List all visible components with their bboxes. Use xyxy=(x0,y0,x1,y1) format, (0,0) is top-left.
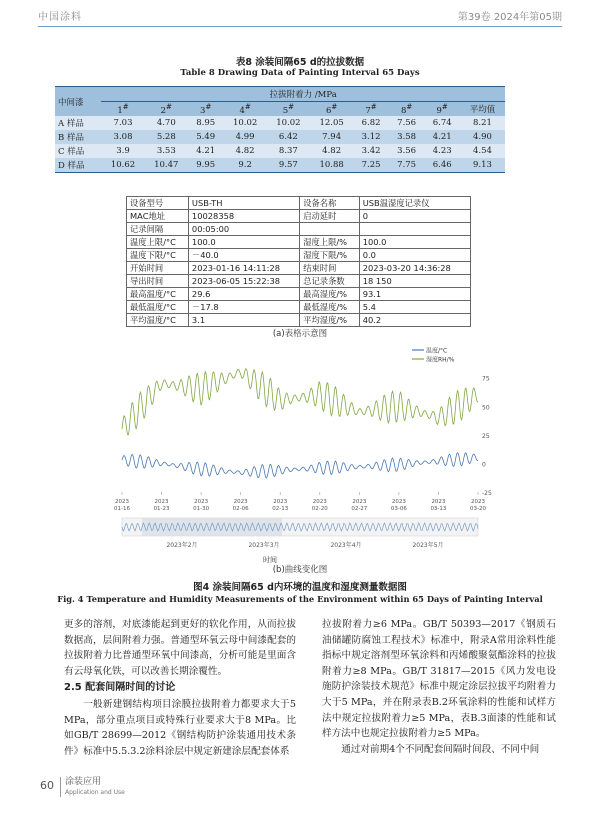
table8-cell: 7.94 xyxy=(322,132,342,142)
device-info-table xyxy=(126,196,471,327)
device-field-value: 29.6 xyxy=(188,288,299,301)
table-row xyxy=(127,223,471,236)
table8-cell: 4.21 xyxy=(432,132,452,142)
x-tick-date: 01-23 xyxy=(153,506,170,512)
device-field-label: 最低湿度/% xyxy=(300,301,360,314)
table-row xyxy=(127,197,471,210)
table8-cell: 7.25 xyxy=(361,160,381,170)
device-field-value: 3.1 xyxy=(188,314,299,327)
table8-cell: 8.95 xyxy=(196,118,216,128)
table8-row-label: A 样品 xyxy=(58,119,84,129)
subfigure-b-caption: (b)曲线变化图 xyxy=(272,565,328,575)
device-field-value xyxy=(359,223,470,236)
y-tick-label: 0 xyxy=(482,461,486,469)
device-field-label: 导出时间 xyxy=(127,275,189,288)
y-tick-label: 25 xyxy=(482,432,490,440)
table8-col-6: 7# xyxy=(365,102,377,116)
x-tick-date: 03-06 xyxy=(390,506,407,512)
table-row xyxy=(127,288,471,301)
device-field-value: 5.4 xyxy=(359,301,470,314)
device-field-value: 0 xyxy=(359,210,470,223)
device-field-label: 开始时间 xyxy=(127,262,189,275)
x-tick-year: 2023 xyxy=(431,499,446,505)
device-field-value: －17.8 xyxy=(188,301,299,314)
device-field-value: USB温湿度记录仪 xyxy=(359,197,470,210)
table8-cell: 5.28 xyxy=(156,132,176,142)
table8-cell: 8.37 xyxy=(278,146,298,156)
device-field-label xyxy=(300,223,360,236)
x-tick-date: 03-20 xyxy=(470,506,486,512)
x-tick-date: 02-06 xyxy=(232,506,249,512)
table8-cell: 3.58 xyxy=(397,132,417,142)
table8-cell: 10.47 xyxy=(154,160,179,170)
table8-cell: 10.88 xyxy=(319,160,344,170)
table8-col-4: 5# xyxy=(282,102,295,116)
table8-cell: 3.53 xyxy=(156,146,176,156)
table-row xyxy=(55,144,505,158)
x-axis-label: 时间 xyxy=(263,556,277,564)
navigator-selection xyxy=(142,518,282,536)
table8-row-header: 中间漆 xyxy=(58,97,84,108)
device-field-value: 100.0 xyxy=(188,236,299,249)
device-field-value: 00:05:00 xyxy=(188,223,299,236)
device-field-value: 10028358 xyxy=(188,210,299,223)
device-field-label: 湿度上限/% xyxy=(300,236,360,249)
section-heading-2-5: 2.5 配套间隔时间的讨论 xyxy=(64,682,176,694)
x-tick-year: 2023 xyxy=(154,499,169,505)
device-field-value: 93.1 xyxy=(359,288,470,301)
legend-label: 温度/°C xyxy=(426,347,448,355)
table8-cell: 4.90 xyxy=(473,132,492,142)
navigator-label: 2023年4月 xyxy=(330,542,362,549)
footer-column-cn: 涂装应用 xyxy=(65,777,102,787)
table8-cell: 8.21 xyxy=(473,118,492,128)
table8-row-label: D 样品 xyxy=(58,161,85,171)
device-field-value: 100.0 xyxy=(359,236,470,249)
x-tick-year: 2023 xyxy=(312,499,327,505)
figure4-title-cn: 图4 涂装间隔65 d内环境的温度和湿度测量数据图 xyxy=(193,582,407,593)
table-row xyxy=(127,275,471,288)
table8-cell: 6.74 xyxy=(432,118,452,128)
device-field-label: 平均温度/°C xyxy=(127,314,189,327)
x-tick-year: 2023 xyxy=(352,499,367,505)
y-tick-label: 50 xyxy=(482,404,490,412)
table8-col-8: 9# xyxy=(436,102,448,116)
table8-cell: 6.46 xyxy=(432,160,452,170)
chart-svg xyxy=(112,344,498,570)
device-field-label: 湿度下限/% xyxy=(300,249,360,262)
table8-col-1: 2# xyxy=(160,102,172,116)
x-tick-year: 2023 xyxy=(115,499,129,505)
running-header xyxy=(0,4,600,26)
page-number: 60 xyxy=(40,779,54,792)
table8-cell: 3.56 xyxy=(397,146,417,156)
table8-group-header: 拉拔附着力 /MPa xyxy=(101,87,505,102)
x-tick-year: 2023 xyxy=(233,499,248,505)
table8-cell: 12.05 xyxy=(319,118,344,128)
table8-row-label: B 样品 xyxy=(58,133,84,143)
table8-col-0: 1# xyxy=(117,102,129,116)
table-row xyxy=(55,130,505,144)
device-field-value: USB-TH xyxy=(188,197,299,210)
navigator-label: 2023年3月 xyxy=(248,542,280,549)
navigator-label: 2023年5月 xyxy=(412,542,444,549)
device-field-label: 最高温度/°C xyxy=(127,288,189,301)
table8-cell: 3.08 xyxy=(113,132,133,142)
device-field-label: 结束时间 xyxy=(300,262,360,275)
device-field-label: 温度上限/°C xyxy=(127,236,189,249)
table8-cell: 9.2 xyxy=(238,160,252,170)
table8-cell: 10.62 xyxy=(110,160,136,170)
device-field-value: 2023-03-20 14:36:28 xyxy=(359,262,470,275)
table-row xyxy=(55,158,505,173)
device-field-label: 最高湿度/% xyxy=(300,288,360,301)
body-right-column xyxy=(322,617,556,757)
journal-name: 中国涂料 xyxy=(38,12,82,23)
table-row xyxy=(127,210,471,223)
figure4-title-en: Fig. 4 Temperature and Humidity Measurements of the Environment within 65 Days of Painting Interval xyxy=(57,594,543,604)
table-row xyxy=(127,301,471,314)
body-left-paragraph-1: 更多的溶剂，对底漆能起到更好的软化作用，从而拉拔数据高，层间附着力强。普通型环氧云母中间漆配套的拉拔附着力比普通型环氧中间漆高，分析可能是里面含有云母氧化铁，可以改善长期涂覆性。 xyxy=(64,619,296,677)
device-field-label: 设备名称 xyxy=(300,197,360,210)
issue-info: 第39卷 2024年第05期 xyxy=(457,12,562,23)
series-line-0 xyxy=(122,453,478,478)
page-footer xyxy=(40,775,240,799)
device-field-value: 2023-01-16 14:11:28 xyxy=(188,262,299,275)
table8-cell: 7.03 xyxy=(113,118,133,128)
body-left-column xyxy=(64,617,296,759)
device-field-value: －40.0 xyxy=(188,249,299,262)
table8-col-3: 4# xyxy=(239,102,251,116)
table8-cell: 10.02 xyxy=(276,118,301,128)
device-field-label: 记录间隔 xyxy=(127,223,189,236)
table8-title-cn: 表8 涂装间隔65 d的拉拔数据 xyxy=(235,57,365,68)
table8-cell: 3.42 xyxy=(361,146,381,156)
y-tick-label: 75 xyxy=(482,375,490,383)
table-row xyxy=(127,249,471,262)
body-right-paragraph-1: 拉拔附着力≥6 MPa。GB/T 50393—2017《钢质石油储罐防腐蚀工程技术》标准中，附录A常用涂料性能指标中规定溶剂型环氧涂料和丙烯酸聚氨酯涂料的拉拔附着力≥8 MPa。GB/T 31817—2015《风力发电设施防护涂装技术规范》标准中规定涂层拉拔平均附着力大于5 MPa，并在附录表B.2环氧涂料的性能和试样方法中规定拉拔附着力≥5 MPa，表B.3面漆的性能和试样方法中也规定拉拔附着力≥5 MPa。 xyxy=(322,619,556,740)
x-tick-date: 03-13 xyxy=(430,506,447,512)
legend-label: 湿度RH/% xyxy=(426,356,455,364)
footer-column-en: Application and Use xyxy=(65,789,125,796)
x-tick-date: 01-16 xyxy=(114,506,130,512)
device-field-label: 温度下限/°C xyxy=(127,249,189,262)
table8-cell: 4.70 xyxy=(156,118,176,128)
device-field-value: 40.2 xyxy=(359,314,470,327)
table8-cell: 4.23 xyxy=(432,146,452,156)
table8-cell: 4.82 xyxy=(235,146,255,156)
table8-col-9: 平均值 xyxy=(469,105,496,115)
table8-cell: 7.75 xyxy=(397,160,417,170)
table8-title-en: Table 8 Drawing Data of Painting Interval 65 Days xyxy=(180,68,420,78)
device-field-label: 总记录条数 xyxy=(300,275,360,288)
table8-cell: 4.21 xyxy=(196,146,216,156)
x-tick-date: 01-30 xyxy=(193,506,210,512)
table8-col-7: 8# xyxy=(400,102,413,116)
x-tick-year: 2023 xyxy=(194,499,209,505)
table8-cell: 4.82 xyxy=(322,146,342,156)
x-tick-year: 2023 xyxy=(471,499,485,505)
subfigure-a-caption: (a)表格示意图 xyxy=(272,329,328,339)
table8-cell: 9.13 xyxy=(473,160,492,170)
table-row xyxy=(55,116,505,130)
table8-cell: 4.99 xyxy=(235,132,255,142)
table-row xyxy=(127,314,471,327)
navigator-label: 2023年2月 xyxy=(166,542,198,549)
table8-col-5: 6# xyxy=(325,102,338,116)
x-tick-year: 2023 xyxy=(391,499,406,505)
x-tick-date: 02-27 xyxy=(351,506,368,512)
table8-cell: 6.42 xyxy=(278,132,298,142)
x-tick-year: 2023 xyxy=(273,499,288,505)
table8-cell: 9.95 xyxy=(196,160,216,170)
x-tick-date: 02-20 xyxy=(311,506,328,512)
y-tick-label: -25 xyxy=(482,490,492,497)
table8-cell: 3.9 xyxy=(116,146,130,156)
table8-cell: 3.12 xyxy=(361,132,381,142)
table-row xyxy=(127,262,471,275)
device-field-label: 设备型号 xyxy=(127,197,189,210)
series-line-1 xyxy=(122,369,478,435)
header-rule xyxy=(38,26,562,27)
table8-col-2: 3# xyxy=(200,102,212,116)
device-field-label: 平均湿度/% xyxy=(300,314,360,327)
body-left-paragraph-2: 一般新建钢结构项目涂膜拉拔附着力都要求大于5 MPa，部分重点项目或特殊行业要求大于8 MPa。比如GB/T 28699—2012《钢结构防护涂装通用技术条件》标准中5.5.3.2涂料涂层中规定新建涂层配套体系 xyxy=(64,698,296,757)
x-tick-date: 02-13 xyxy=(272,506,289,512)
device-field-label: 启动延时 xyxy=(300,210,360,223)
device-field-label: MAC地址 xyxy=(127,210,189,223)
humidity-temperature-chart xyxy=(112,344,498,570)
table-row xyxy=(127,236,471,249)
table8-cell: 5.49 xyxy=(196,132,216,142)
table8-cell: 4.54 xyxy=(473,146,492,156)
device-field-value: 18 150 xyxy=(359,275,470,288)
table8 xyxy=(55,86,505,173)
table8-cell: 9.57 xyxy=(278,160,298,170)
table8-cell: 6.82 xyxy=(361,118,381,128)
device-field-label: 最低温度/°C xyxy=(127,301,189,314)
footer-divider xyxy=(60,777,61,797)
table8-cell: 10.02 xyxy=(232,118,258,128)
body-right-paragraph-2: 通过对前期4个不同配套间隔时间段、不同中间 xyxy=(341,743,540,755)
table8-cell: 7.56 xyxy=(397,118,417,128)
device-field-value: 2023-06-05 15:22:38 xyxy=(188,275,299,288)
table8-row-label: C 样品 xyxy=(58,147,85,157)
device-field-value: 0.0 xyxy=(359,249,470,262)
